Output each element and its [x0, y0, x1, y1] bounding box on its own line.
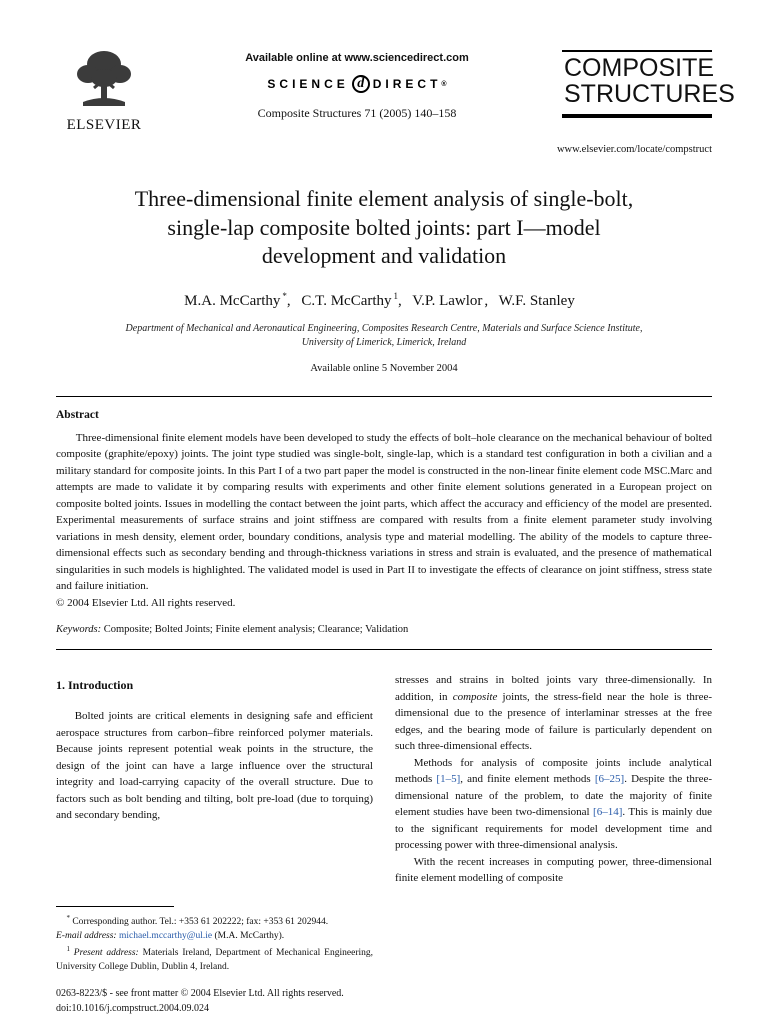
- masthead-right: [562, 48, 735, 118]
- sciencedirect-d-icon: d: [352, 75, 370, 93]
- journal-logo: [562, 50, 735, 118]
- intro-paragraph-left: Bolted joints are critical elements in designing safe and efficient aerospace structures from carbon–fibre reinforced polymer materials. Because joints represent potential weak points in the structure, the design of the joint can have a large influence over the structural integrity and load-carrying capacity of the overall structure. Due to factors such as bolt bending and tilting, bolt pre-load (due to torquing) and secondary bending,: [56, 710, 373, 822]
- elsevier-logo: [56, 48, 152, 134]
- keywords-text: Composite; Bolted Joints; Finite element analysis; Clearance; Validation: [101, 624, 409, 636]
- author-footnote-marker: 1: [393, 290, 399, 301]
- journal-logo-line1: COMPOSITE: [564, 54, 715, 82]
- issn-doi-block: [56, 986, 373, 1016]
- intro-paragraph-right-3: With the recent increases in computing power, three-dimensional finite element modelling of composite: [395, 855, 712, 885]
- affiliation-line2: University of Limerick, Limerick, Ireland: [301, 337, 467, 349]
- citation-link-6-25[interactable]: [6–25]: [594, 773, 625, 786]
- author-list: [56, 291, 712, 310]
- author-footnote-marker: *: [282, 290, 287, 301]
- citation-link-1-5[interactable]: [1–5]: [436, 773, 461, 786]
- available-online-text: Available online at www.sciencedirect.com: [245, 52, 469, 64]
- article-title-line3: development and validation: [261, 243, 507, 269]
- sciencedirect-direct-text: DIRECT: [372, 77, 442, 91]
- doi-line: doi:10.1016/j.compstruct.2004.09.024: [56, 1003, 210, 1015]
- keywords-label: Keywords:: [56, 624, 102, 636]
- sciencedirect-logo: [267, 75, 446, 93]
- article-title-line1: Three-dimensional finite element analysis of single-bolt,: [134, 186, 634, 211]
- abstract-copyright: © 2004 Elsevier Ltd. All rights reserved.: [56, 596, 236, 609]
- footnote-marker: *: [66, 913, 70, 922]
- body-columns: [56, 672, 712, 1016]
- intro-paragraph-right-1: stresses and strains in bolted joints vary three-dimensionally. In addition, in composite joints, the stress-field near the hole is three-dimensional due to the presence of interlaminar stresses at the free edges, and the bearing mode of failure is particularly dependent on such three-dimensional effects.: [395, 674, 712, 753]
- abstract-text: Three-dimensional finite element models have been developed to study the effects of bolt–hole clearance on the mechanical behaviour of bolted composite (graphite/epoxy) joints. The joint type studied was single-bolt, single-lap, which is a standard test configuration in both a civilian and a military standard for composite joints. In this Part I of a two part paper the model is constructed in the non-linear finite element code MSC.Marc and attempts are made to validate it by comparing results with experiments and other finite element solutions generated in a European project on composite bolted joints. Issues in modelling the contact between the joint parts, which affect the accuracy and efficiency of the model are presented. Experimental measurements of surface strains and joint stiffness are compared with results from a finite element parameter study involving variations in mesh density, element order, boundary conditions, analysis type and material modelling. The ability of the models to capture three-dimensional effects such as secondary bending and through-thickness variations in stress and strain is evaluated, and the presence of mathematical singularities in such models is highlighted. The validated model is used in Part II to investigate the effects of clearance on joint stiffness, stress state and failure initiation.: [56, 431, 712, 593]
- emphasized-word: composite: [452, 690, 498, 703]
- journal-logo-line2: STRUCTURES: [564, 80, 735, 109]
- divider: [56, 396, 712, 397]
- intro-paragraph-right-2: Methods for analysis of composite joints include analytical methods [1–5], and finite element methods [6–25]. Despite the three-dimensional nature of the problem, to date the majority of finite element studies have been two-dimensional [6–14]. This is mainly due to the significant requirements for model development time and processing power with three-dimensional analysis.: [395, 756, 713, 852]
- issn-line: 0263-8223/$ - see front matter © 2004 Elsevier Ltd. All rights reserved.: [56, 988, 344, 1000]
- footnote-email: E-mail address: michael.mccarthy@ul.ie (M.A. McCarthy).: [56, 930, 285, 941]
- footnote-divider: [56, 906, 174, 907]
- footnote-corresponding-author: * Corresponding author. Tel.: +353 61 202222; fax: +353 61 202944.: [66, 913, 329, 928]
- affiliation-line1: Department of Mechanical and Aeronautical Engineering, Composites Research Centre, Materials and Surface Science Institute,: [125, 322, 643, 334]
- journal-citation: Composite Structures 71 (2005) 140–158: [257, 106, 457, 120]
- divider: [56, 649, 712, 650]
- footnote-marker: 1: [66, 944, 70, 953]
- present-address-label: Present address:: [69, 947, 139, 958]
- sciencedirect-science-text: SCIENCE: [267, 77, 349, 91]
- citation-link-6-14[interactable]: [6–14]: [593, 806, 623, 819]
- author: M.A. McCarthy *,: [184, 290, 291, 309]
- available-online-date: Available online 5 November 2004: [310, 362, 458, 374]
- abstract-section: [56, 409, 712, 636]
- journal-homepage-url: www.elsevier.com/locate/compstruct: [556, 144, 712, 155]
- spacer: [56, 824, 373, 906]
- article-title: [56, 185, 712, 271]
- masthead: [56, 48, 735, 134]
- email-label: E-mail address:: [56, 930, 117, 941]
- elsevier-wordmark: ELSEVIER: [66, 117, 142, 133]
- keywords-line: [56, 624, 712, 635]
- registered-mark: ®: [441, 80, 447, 88]
- right-column: [395, 672, 712, 1016]
- article-title-line2: single-lap composite bolted joints: part I—model: [167, 214, 601, 240]
- footnote-present-address: $^1$ Present address: Materials Ireland, Department of Mechanical Engineering, University College Dublin, Dublin 4, Ireland.: [56, 944, 373, 972]
- section-heading-introduction: 1. Introduction: [56, 678, 134, 693]
- elsevier-tree-icon: [71, 48, 137, 110]
- author: V.P. Lawlor ,: [412, 292, 489, 309]
- abstract-heading: Abstract: [56, 408, 99, 421]
- left-column: [56, 672, 373, 1016]
- email-link[interactable]: michael.mccarthy@ul.ie: [118, 930, 213, 941]
- affiliation: [56, 322, 712, 351]
- author: C.T. McCarthy $^1$,: [301, 290, 402, 309]
- author: W.F. Stanley: [498, 292, 575, 309]
- masthead-center: [152, 48, 562, 121]
